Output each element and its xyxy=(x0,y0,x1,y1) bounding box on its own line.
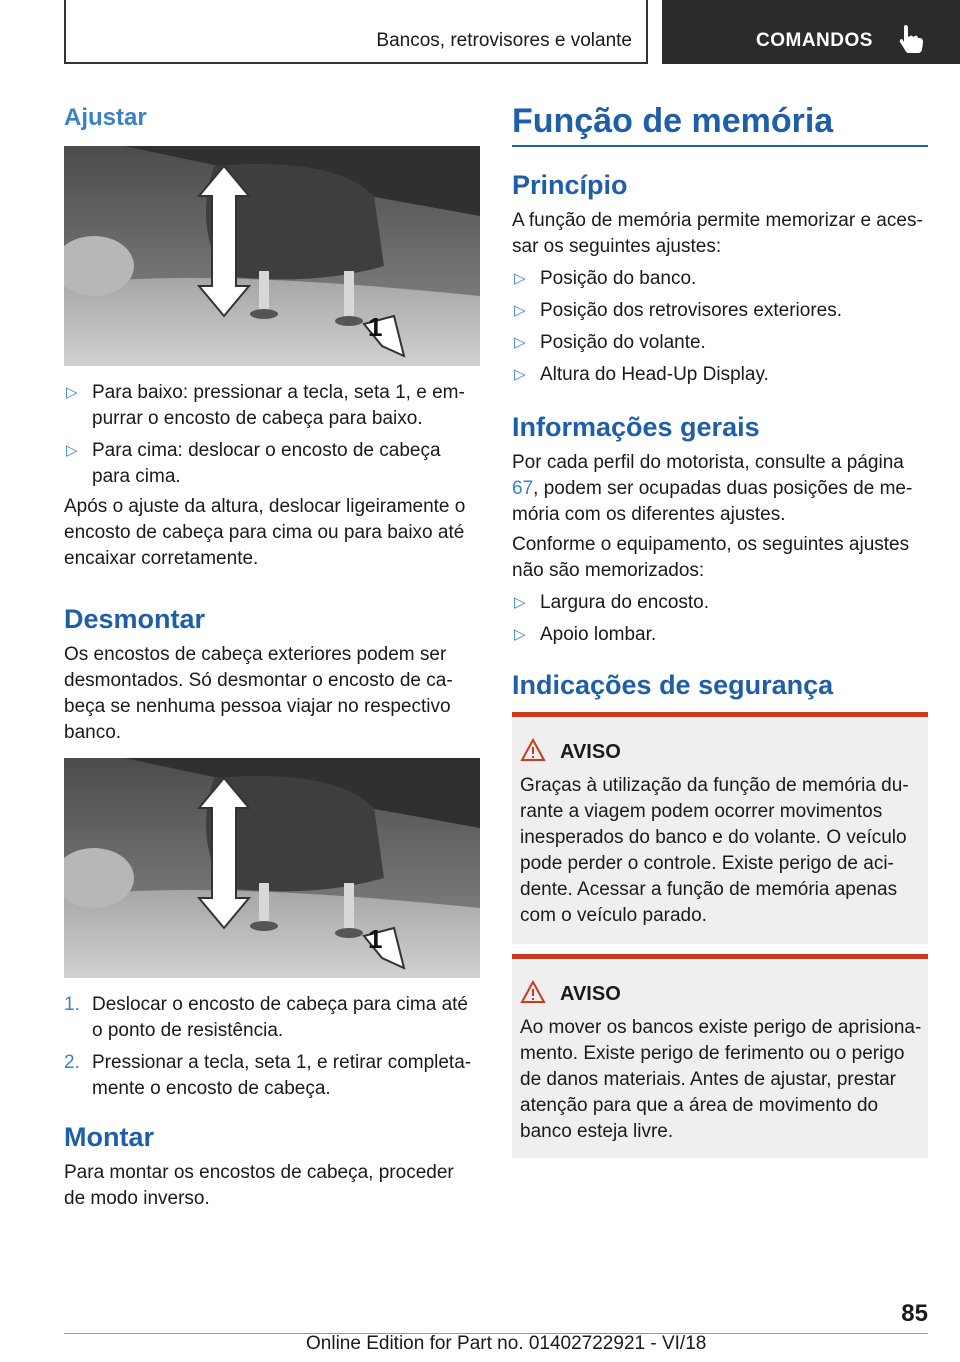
desmontar-heading: Desmontar xyxy=(64,604,206,634)
list-item: ▷ Para baixo: pressionar a tecla, seta 1, e em-purrar o encosto de cabeça para baixo. xyxy=(66,382,465,429)
list-item: ▷ Apoio lombar. xyxy=(512,622,928,648)
header-section-title: Bancos, retrovisores e volante xyxy=(376,30,632,51)
list-item: ▷ Posição do volante. xyxy=(512,330,928,356)
header-chapter-title: COMANDOS xyxy=(756,30,873,51)
step-number: 1. xyxy=(64,994,80,1015)
warning-title: AVISO xyxy=(560,741,621,763)
principio-paragraph: A função de memória permite memorizar e aces-sar os seguintes ajustes: xyxy=(512,210,923,257)
header-chapter-tab[interactable] xyxy=(662,0,960,64)
triangle-bullet-icon: ▷ xyxy=(514,594,526,611)
headrest-adjust-figure xyxy=(64,146,480,366)
page-number: 85 xyxy=(901,1300,928,1327)
warning-box xyxy=(512,954,928,1158)
montar-paragraph: Para montar os encostos de cabeça, proceder de modo inverso. xyxy=(64,1162,454,1209)
page-title: Função de memória xyxy=(512,102,834,140)
triangle-bullet-icon: ▷ xyxy=(66,384,78,401)
list-item: ▷ Largura do encosto. xyxy=(512,590,928,616)
desmontar-paragraph: Os encostos de cabeça exteriores podem ser desmontados. Só desmontar o encosto de ca-beça se nenhuma pessoa viajar no respectivo banco. xyxy=(64,644,453,743)
triangle-bullet-icon: ▷ xyxy=(514,270,526,287)
warning-triangle-icon xyxy=(520,980,546,1004)
warning-title: AVISO xyxy=(560,983,621,1005)
triangle-bullet-icon: ▷ xyxy=(514,302,526,319)
principio-heading: Princípio xyxy=(512,170,628,200)
list-item: ▷ Posição do banco. xyxy=(512,266,928,292)
triangle-bullet-icon: ▷ xyxy=(514,626,526,643)
warning-text: Ao mover os bancos existe perigo de aprisiona-mento. Existe perigo de ferimento ou o perigo de danos materiais. Antes de ajustar, prestar atenção para que a área de movimento do banco esteja livre. xyxy=(520,1017,922,1142)
header-section-box xyxy=(64,0,648,64)
informacoes-heading: Informações gerais xyxy=(512,412,760,442)
triangle-bullet-icon: ▷ xyxy=(514,366,526,383)
list-item: 2. Pressionar a tecla, seta 1, e retirar completa-mente o encosto de cabeça. xyxy=(64,1052,472,1099)
warning-box xyxy=(512,712,928,944)
triangle-bullet-icon: ▷ xyxy=(514,334,526,351)
list-item: 1. Deslocar o encosto de cabeça para cima até o ponto de resistência. xyxy=(64,994,468,1041)
informacoes-paragraph-2: Conforme o equipamento, os seguintes ajustes não são memorizados: xyxy=(512,534,910,581)
step-number: 2. xyxy=(64,1052,80,1073)
title-divider xyxy=(512,145,928,147)
ajustar-heading: Ajustar xyxy=(64,104,147,131)
page-reference-link[interactable]: 67 xyxy=(512,478,534,499)
figure-callout-label: 1 xyxy=(368,924,383,954)
list-item: ▷ Para cima: deslocar o encosto de cabeça para cima. xyxy=(66,440,441,487)
warning-text: Graças à utilização da função de memória du-rante a viagem podem ocorrer movimentos inesperados do banco e do volante. O veículo pode perder o controle. Existe perigo de aci-dente. Acessar a função de memória apenas com o veículo parado. xyxy=(520,775,909,926)
informacoes-paragraph-1: Por cada perfil do motorista, consulte a página 67, podem ser ocupadas duas posições de me-mória com os diferentes ajustes. xyxy=(512,452,913,525)
montar-heading: Montar xyxy=(64,1122,154,1152)
figure-callout-label: 1 xyxy=(368,312,383,342)
list-item: ▷ Altura do Head-Up Display. xyxy=(512,362,928,388)
pointing-hand-icon xyxy=(898,24,924,54)
seguranca-heading: Indicações de segurança xyxy=(512,670,834,700)
footer-edition: Online Edition for Part no. 01402722921 - VI/18 xyxy=(306,1333,707,1354)
list-item: ▷ Posição dos retrovisores exteriores. xyxy=(512,298,928,324)
ajustar-paragraph: Após o ajuste da altura, deslocar ligeiramente o encosto de cabeça para cima ou para baixo até encaixar corretamente. xyxy=(64,496,466,569)
warning-triangle-icon xyxy=(520,738,546,762)
headrest-remove-figure xyxy=(64,758,480,978)
triangle-bullet-icon: ▷ xyxy=(66,442,78,459)
